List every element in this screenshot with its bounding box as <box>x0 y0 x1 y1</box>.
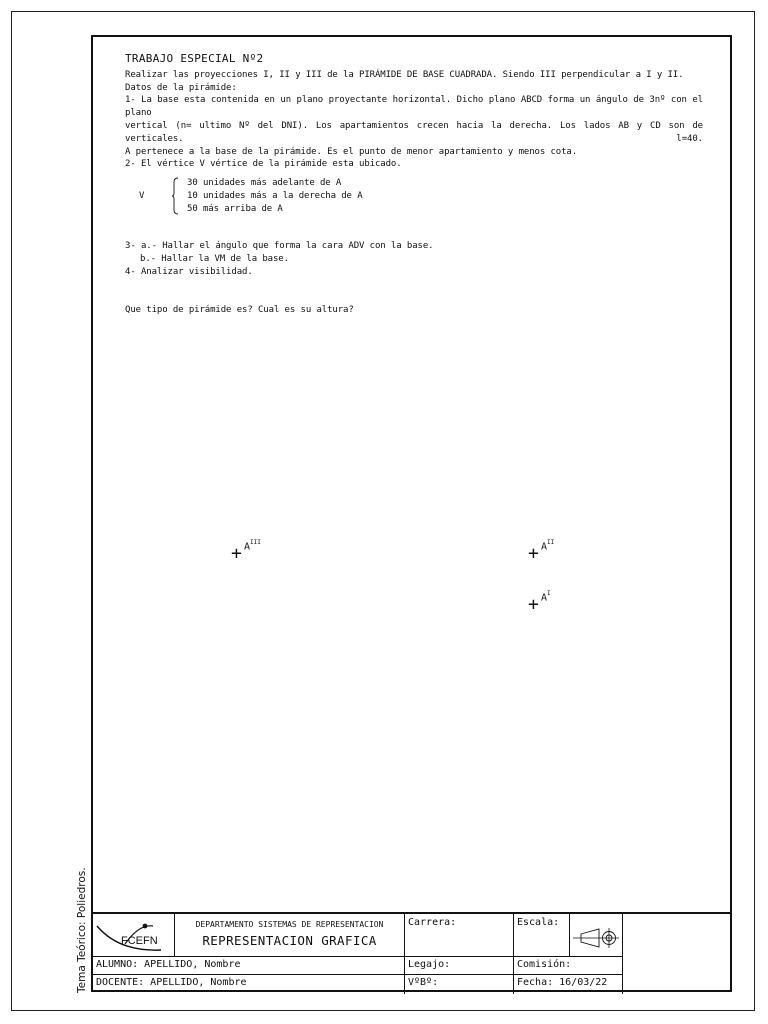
vertex-conditions-block <box>139 177 703 217</box>
assignment-intro: Realizar las proyecciones I, II y III de la PIRÁMIDE DE BASE CUADRADA. Siendo III perpendicular a I y II. <box>125 69 684 80</box>
data-heading: Datos de la pirámide: <box>125 82 237 93</box>
item-1-line-3: A pertenece a la base de la pirámide. Es el punto de menor apartamiento y menos cota. <box>125 146 578 157</box>
vertex-label: V <box>139 191 145 202</box>
logo-text: FCEFN <box>121 935 158 947</box>
point-label: A <box>541 541 548 553</box>
topic-sidebar-label: Tema Teórico: Poliedros. <box>76 867 88 993</box>
item-1-line-1: 1- La base esta contenida en un plano proyectante horizontal. Dicho plano ABCD forma un ángulo de 3nº con el plano <box>125 95 703 119</box>
date-field: Fecha: 16/03/22 <box>517 977 608 988</box>
title-block <box>91 912 732 994</box>
carrera-label: Carrera: <box>408 917 457 928</box>
crosshair-icon: + <box>528 594 539 615</box>
point-superscript: III <box>250 539 261 546</box>
teacher-name: DOCENTE: APELLIDO, Nombre <box>96 977 247 988</box>
vobo-label: VºBº: <box>408 977 439 988</box>
fcefn-logo-icon <box>95 918 171 954</box>
point-label: A <box>244 541 251 553</box>
item-1-line-2: vertical (n= ultimo Nº del DNI). Los apartamientos crecen hacia la derecha. Los lados AB y CD son de verticales. l=40. <box>125 120 703 144</box>
escala-label: Escala: <box>517 917 560 928</box>
department-name: DEPARTAMENTO SISTEMAS DE REPRESENTACION <box>195 920 384 929</box>
crosshair-icon: + <box>528 543 539 564</box>
comision-label: Comisión: <box>517 959 572 970</box>
item-3a: 3- a.- Hallar el ángulo que forma la cara ADV con la base. <box>125 241 434 252</box>
vertex-condition: 30 unidades más adelante de A <box>187 178 342 189</box>
subject-name: REPRESENTACION GRAFICA <box>202 933 377 948</box>
question: Que tipo de pirámide es? Cual es su altura? <box>125 304 354 315</box>
assignment-text <box>125 53 703 316</box>
point-label: A <box>541 592 548 604</box>
item-2: 2- El vértice V vértice de la pirámide esta ubicado. <box>125 159 402 170</box>
vertex-condition: 10 unidades más a la derecha de A <box>187 190 363 201</box>
vertex-condition: 50 más arriba de A <box>187 203 283 214</box>
point-superscript: I <box>547 590 551 597</box>
student-name: ALUMNO: APELLIDO, Nombre <box>96 959 241 970</box>
point-superscript: II <box>547 539 555 546</box>
logo <box>95 918 171 954</box>
crosshair-icon: + <box>231 543 242 564</box>
projection-symbol-icon <box>573 924 621 952</box>
item-4: 4- Analizar visibilidad. <box>125 266 253 277</box>
legajo-label: Legajo: <box>408 959 451 970</box>
brace-icon <box>172 177 179 215</box>
item-3b: b.- Hallar la VM de la base. <box>140 253 289 264</box>
assignment-title: TRABAJO ESPECIAL Nº2 <box>125 52 264 65</box>
